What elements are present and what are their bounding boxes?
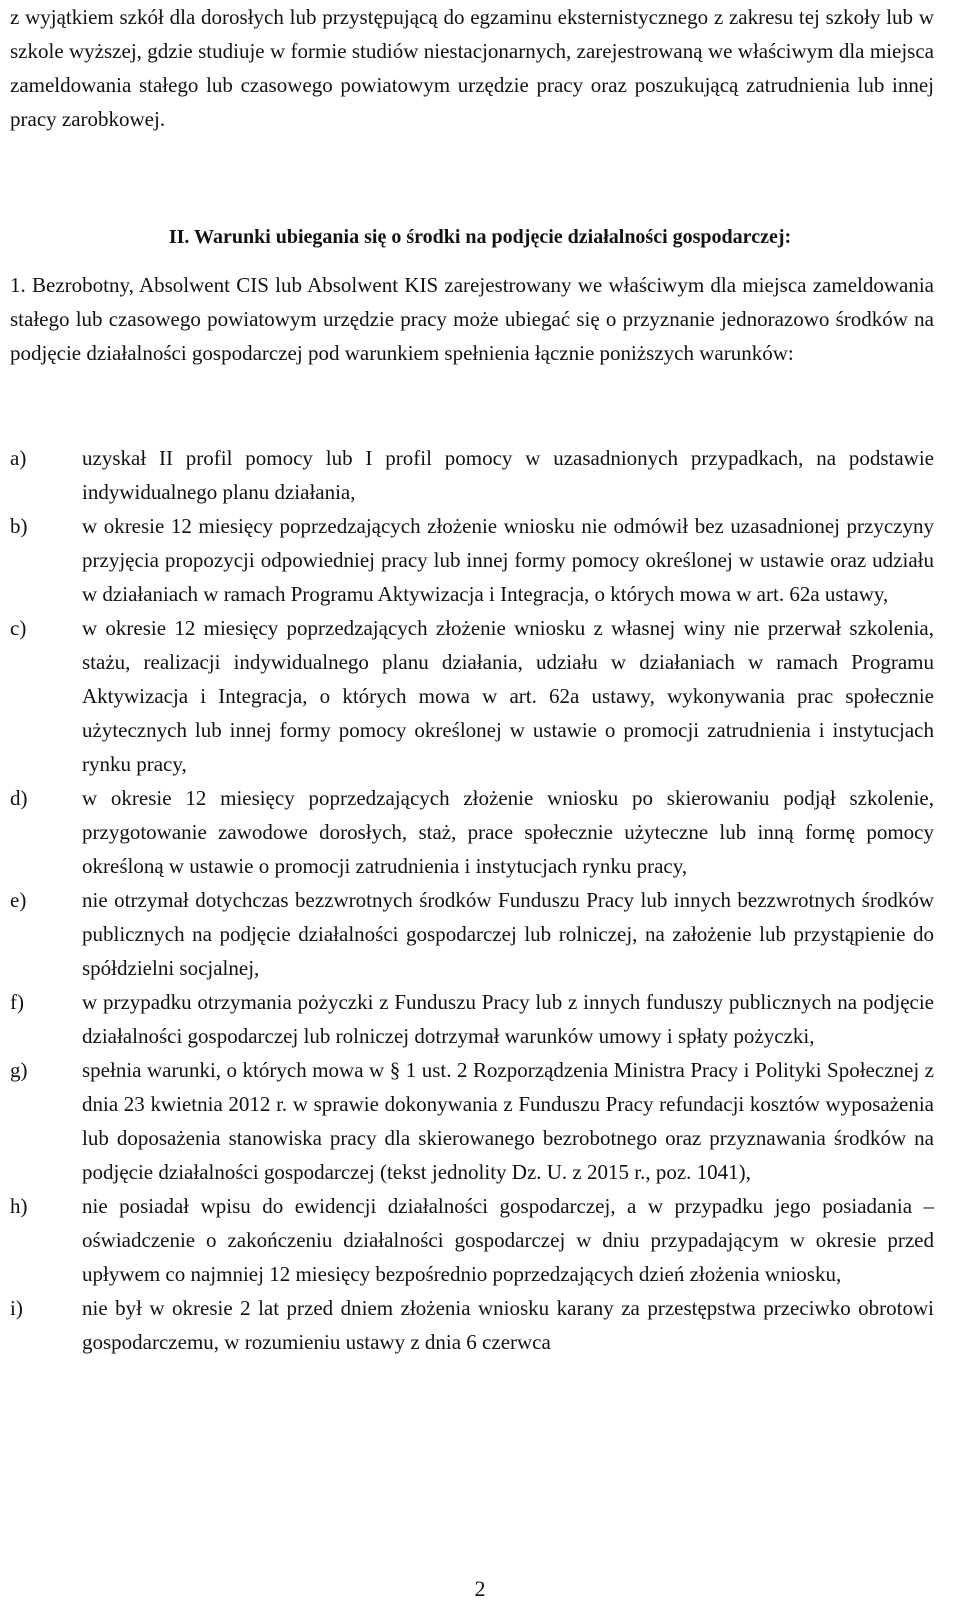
list-item [10,509,934,611]
list-marker: i) [10,1296,23,1320]
list-item-text: nie posiadał wpisu do ewidencji działalności gospodarczej, a w przypadku jego posiadania – oświadczenie o zakończeniu działalności gospodarczej w dniu przypadającym w okresie przed upływem co najmniej 12 miesięcy bezpośrednio poprzedzających dzień złożenia wniosku, [82,1194,934,1286]
page-number: 2 [474,1576,486,1601]
list-item-text: w okresie 12 miesięcy poprzedzających złożenie wniosku nie odmówił bez uzasadnionej przyczyny przyjęcia propozycji odpowiedniej pracy lub innej formy pomocy określonej w ustawie oraz udziału w działaniach w ramach Programu Aktywizacja i Integracja, o których mowa w art. 62a ustawy, [82,514,934,606]
list-item [10,1053,934,1189]
list-marker: c) [10,616,27,640]
conditions-list [10,441,934,1359]
list-item [10,1189,934,1291]
list-item-text: w okresie 12 miesięcy poprzedzających złożenie wniosku z własnej winy nie przerwał szkolenia, stażu, realizacji indywidualnego planu działania, udziału w działaniach w ramach Programu Aktywizacja i Integracja, o których mowa w art. 62a ustawy, wykonywania prac społecznie użytecznych lub innej formy pomocy określonej w ustawie o promocji zatrudnienia i instytucjach rynku pracy, [82,616,934,776]
list-marker: b) [10,514,28,538]
list-marker: g) [10,1058,28,1082]
list-item-text: uzyskał II profil pomocy lub I profil pomocy w uzasadnionych przypadkach, na podstawie indywidualnego planu działania, [82,446,934,504]
list-item-text: nie otrzymał dotychczas bezzwrotnych środków Funduszu Pracy lub innych bezzwrotnych środków publicznych na podjęcie działalności gospodarczej lub rolniczej, na założenie lub przystąpienie do spółdzielni socjalnej, [82,888,934,980]
section-heading: II. Warunki ubiegania się o środki na podjęcie działalności gospodarczej: [168,226,792,248]
list-item [10,781,934,883]
list-item-text: nie był w okresie 2 lat przed dniem złożenia wniosku karany za przestępstwa przeciwko obrotowi gospodarczemu, w rozumieniu ustawy z dnia 6 czerwca [82,1296,934,1354]
list-marker: f) [10,990,24,1014]
list-item-text: spełnia warunki, o których mowa w § 1 ust. 2 Rozporządzenia Ministra Pracy i Polityki Społecznej z dnia 23 kwietnia 2012 r. w sprawie dokonywania z Funduszu Pracy refundacji kosztów wyposażenia lub doposażenia stanowiska pracy dla skierowanego bezrobotnego oraz przyznawania środków na podjęcie działalności gospodarczej (tekst jednolity Dz. U. z 2015 r., poz. 1041), [82,1058,934,1184]
list-marker: h) [10,1194,28,1218]
list-item-text: w przypadku otrzymania pożyczki z Funduszu Pracy lub z innych funduszy publicznych na podjęcie działalności gospodarczej lub rolniczej dotrzymał warunków umowy i spłaty pożyczki, [82,990,934,1048]
list-marker: a) [10,446,27,470]
list-item [10,441,934,509]
list-marker: e) [10,888,27,912]
list-item-text: w okresie 12 miesięcy poprzedzających złożenie wniosku po skierowaniu podjął szkolenie, przygotowanie zawodowe dorosłych, staż, prace społecznie użyteczne lub inną formę pomocy określoną w ustawie o promocji zatrudnienia i instytucjach rynku pracy, [82,786,934,878]
list-item [10,985,934,1053]
intro-paragraph: z wyjątkiem szkół dla dorosłych lub przystępującą do egzaminu eksternistycznego z zakresu tej szkoły lub w szkole wyższej, gdzie studiuje w formie studiów niestacjonarnych, zarejestrowaną we właściwym dla miejsca zameldowania stałego lub czasowego powiatowym urzędzie pracy oraz poszukującą zatrudnienia lub innej pracy zarobkowej. [10,5,934,131]
conditions-paragraph: 1. Bezrobotny, Absolwent CIS lub Absolwent KIS zarejestrowany we właściwym dla miejsca zameldowania stałego lub czasowego powiatowym urzędzie pracy może ubiegać się o przyznanie jednorazowo środków na podjęcie działalności gospodarczej pod warunkiem spełnienia łącznie poniższych warunków: [10,273,934,365]
list-marker: d) [10,786,28,810]
list-item [10,883,934,985]
list-item [10,611,934,781]
list-item [10,1291,934,1359]
